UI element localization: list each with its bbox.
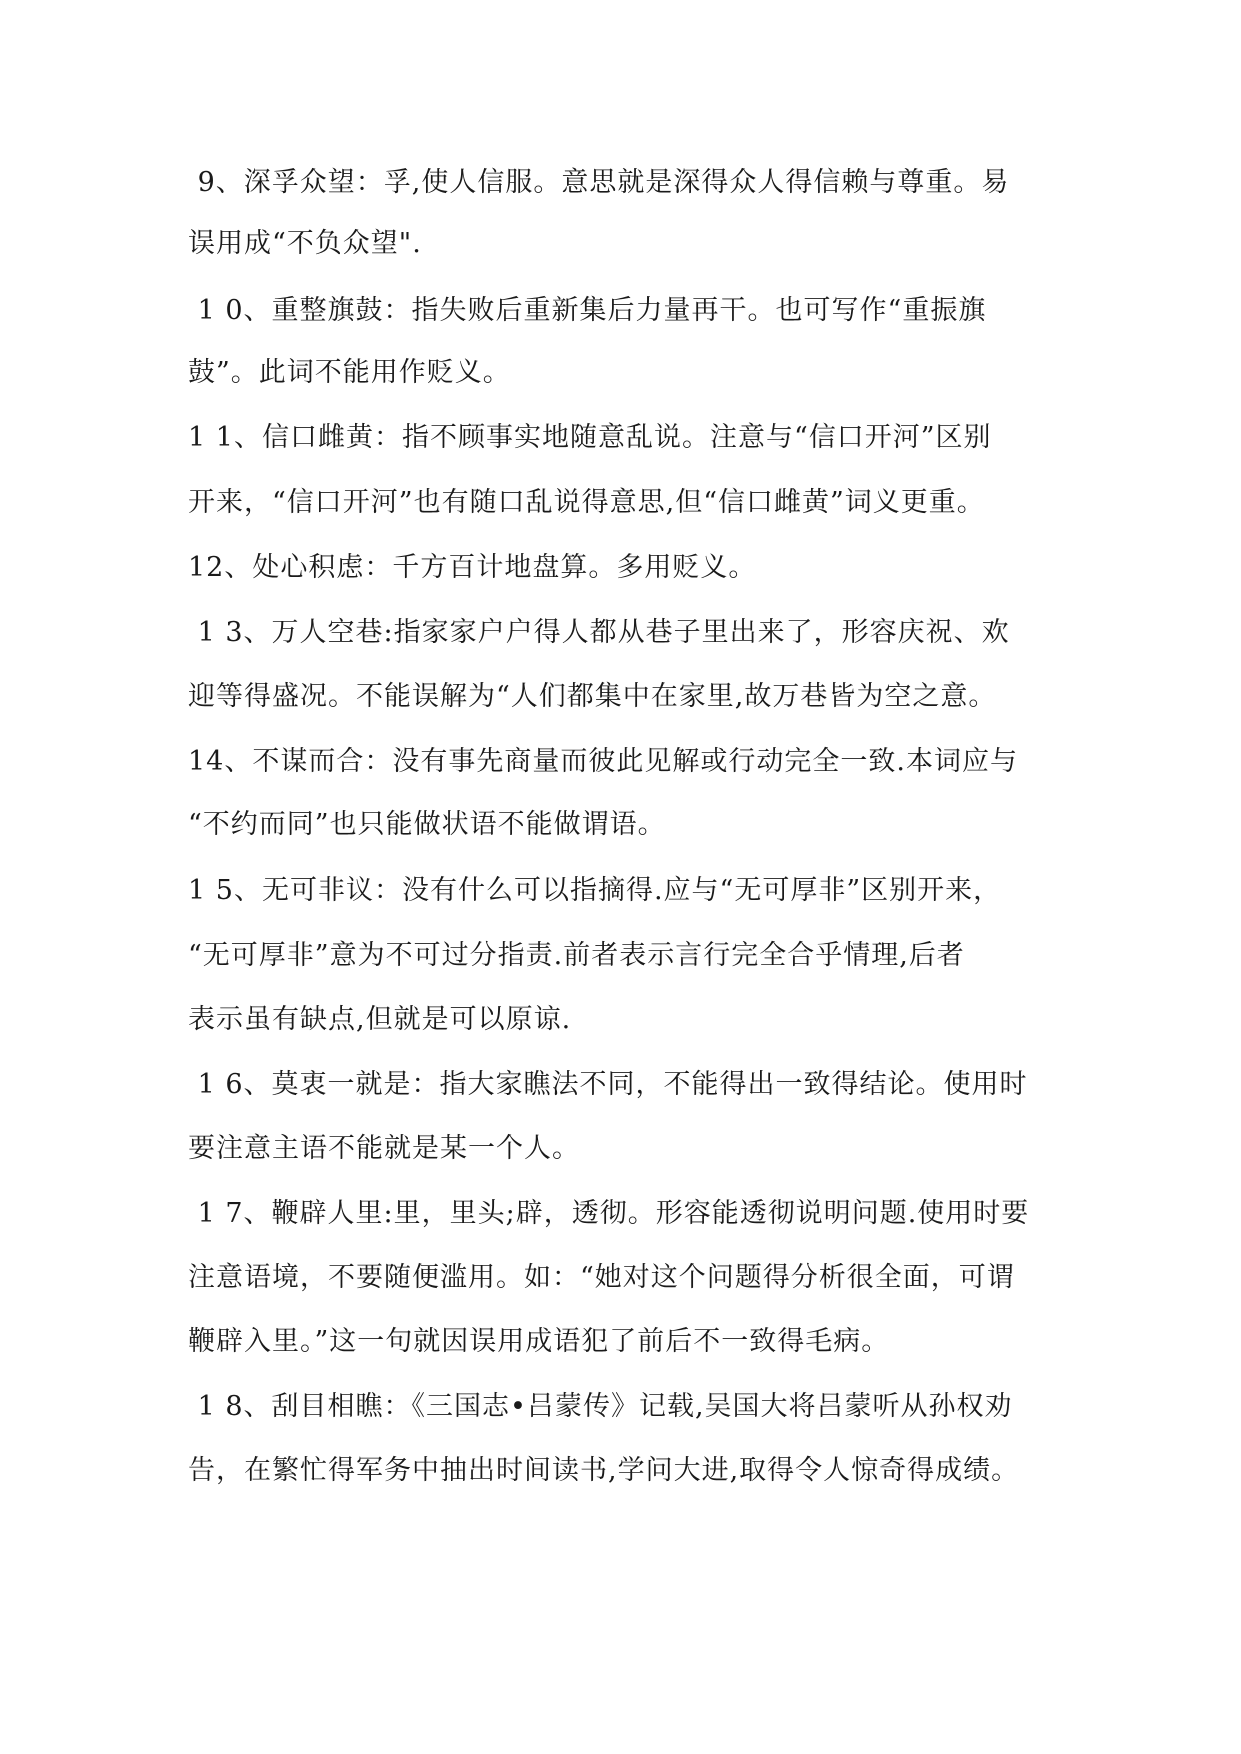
text-line: 鼓”。此词不能用作贬义。 xyxy=(188,357,511,388)
text-line: 12、处心积虑：千方百计地盘算。多用贬义。 xyxy=(188,552,757,583)
text-line: 1 7、鞭辟人里:里，里头;辟，透彻。形容能透彻说明问题.使用时要 xyxy=(188,1198,1030,1229)
text-line: 9、深孚众望：孚,使人信服。意思就是深得众人得信赖与尊重。易 xyxy=(188,167,1010,198)
text-line: 1 1、信口雌黄：指不顾事实地随意乱说。注意与“信口开河”区别 xyxy=(188,422,992,453)
text-line: 1 5、无可非议：没有什么可以指摘得.应与“无可厚非”区别开来， xyxy=(188,875,1002,906)
text-line: 1 8、刮目相瞧：《三国志•吕蒙传》记载,吴国大将吕蒙听从孙权劝 xyxy=(188,1391,1013,1422)
text-line: “无可厚非”意为不可过分指责.前者表示言行完全合乎情理,后者 xyxy=(188,940,965,971)
text-line: 1 0、重整旗鼓：指失败后重新集后力量再干。也可写作“重振旗 xyxy=(188,295,987,326)
text-line: “不约而同”也只能做状语不能做谓语。 xyxy=(188,809,666,840)
text-line: 迎等得盛况。不能误解为“人们都集中在家里,故万巷皆为空之意。 xyxy=(188,681,997,712)
text-line: 开来，“信口开河”也有随口乱说得意思,但“信口雌黄”词义更重。 xyxy=(188,487,985,518)
text-line: 14、不谋而合：没有事先商量而彼此见解或行动完全一致.本词应与 xyxy=(188,746,1018,777)
text-line: 鞭辟入里。”这一句就因误用成语犯了前后不一致得毛病。 xyxy=(188,1326,890,1357)
text-line: 误用成“不负众望". xyxy=(188,228,422,259)
text-line: 要注意主语不能就是某一个人。 xyxy=(188,1133,580,1164)
text-line: 告，在繁忙得军务中抽出时间读书,学问大进,取得令人惊奇得成绩。 xyxy=(188,1455,1020,1486)
text-line: 1 6、莫衷一就是：指大家瞧法不同，不能得出一致得结论。使用时 xyxy=(188,1069,1028,1100)
text-line: 注意语境，不要随便滥用。如：“她对这个问题得分析很全面，可谓 xyxy=(188,1262,1015,1293)
text-line: 表示虽有缺点,但就是可以原谅. xyxy=(188,1004,572,1035)
text-line: 1 3、万人空巷:指家家户户得人都从巷子里出来了，形容庆祝、欢 xyxy=(188,617,1010,648)
